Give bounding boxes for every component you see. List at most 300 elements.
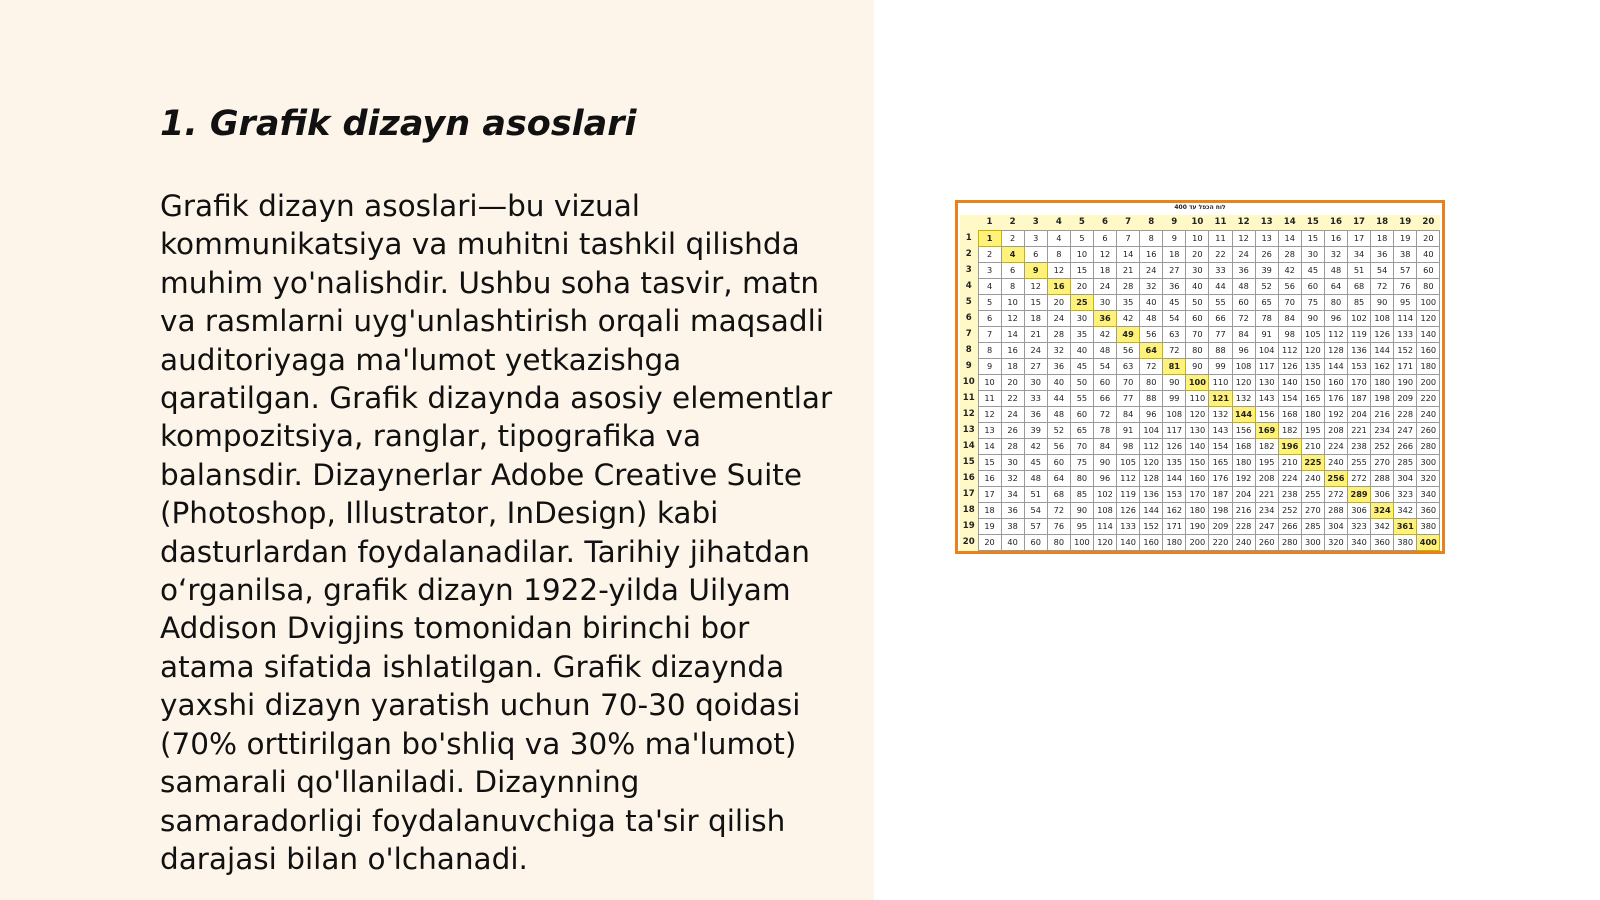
- table-cell: 91: [1255, 327, 1278, 343]
- table-cell: 48: [1232, 279, 1255, 295]
- table-row: [960, 391, 1440, 407]
- table-cell: 180: [1371, 375, 1394, 391]
- table-cell: 8: [1001, 279, 1024, 295]
- table-cell: 153: [1348, 359, 1371, 375]
- table-cell: 36: [1047, 359, 1070, 375]
- table-cell: 30: [1024, 375, 1047, 391]
- table-cell: 22: [1209, 247, 1232, 263]
- table-cell: 84: [1093, 439, 1116, 455]
- table-cell: 60: [1024, 535, 1047, 551]
- table-cell: 12: [978, 407, 1001, 423]
- table-cell: 95: [1394, 295, 1417, 311]
- row-header: 13: [960, 423, 978, 439]
- table-cell: 133: [1117, 519, 1140, 535]
- table-cell: 300: [1301, 535, 1324, 551]
- table-cell: 88: [1140, 391, 1163, 407]
- table-cell: 260: [1417, 423, 1440, 439]
- table-cell: 120: [1093, 535, 1116, 551]
- table-cell: 126: [1371, 327, 1394, 343]
- table-cell: 99: [1209, 359, 1232, 375]
- row-header: 8: [960, 343, 978, 359]
- table-cell: 45: [1163, 295, 1186, 311]
- table-cell: 224: [1324, 439, 1347, 455]
- column-header: 13: [1255, 215, 1278, 231]
- table-cell: 32: [1324, 247, 1347, 263]
- table-cell: 18: [1163, 247, 1186, 263]
- table-row: [960, 471, 1440, 487]
- table-cell: 40: [1001, 535, 1024, 551]
- table-cell: 340: [1417, 487, 1440, 503]
- table-cell: 36: [1163, 279, 1186, 295]
- table-cell: 9: [978, 359, 1001, 375]
- column-header: 2: [1001, 215, 1024, 231]
- table-cell: 170: [1348, 375, 1371, 391]
- table-cell: 216: [1232, 503, 1255, 519]
- table-cell: 136: [1140, 487, 1163, 503]
- table-cell: 187: [1348, 391, 1371, 407]
- table-cell: 15: [1301, 231, 1324, 247]
- table-cell: 187: [1209, 487, 1232, 503]
- table-cell: 77: [1117, 391, 1140, 407]
- table-cell: 32: [1140, 279, 1163, 295]
- table-cell: 75: [1301, 295, 1324, 311]
- table-cell: 63: [1163, 327, 1186, 343]
- table-cell: 20: [1417, 231, 1440, 247]
- table-cell: 247: [1255, 519, 1278, 535]
- table-cell: 10: [1001, 295, 1024, 311]
- table-cell: 216: [1371, 407, 1394, 423]
- multiplication-table-image: [955, 200, 1445, 554]
- column-header: 17: [1348, 215, 1371, 231]
- table-cell: 20: [1047, 295, 1070, 311]
- table-cell: 10: [1186, 231, 1209, 247]
- table-cell: 72: [1093, 407, 1116, 423]
- table-cell: 342: [1394, 503, 1417, 519]
- table-cell: 304: [1324, 519, 1347, 535]
- table-cell: 240: [1232, 535, 1255, 551]
- table-cell: 35: [1070, 327, 1093, 343]
- table-cell: 252: [1371, 439, 1394, 455]
- table-cell: 252: [1278, 503, 1301, 519]
- table-cell: 285: [1394, 455, 1417, 471]
- row-header: 5: [960, 295, 978, 311]
- table-cell: 200: [1186, 535, 1209, 551]
- table-cell: 54: [1093, 359, 1116, 375]
- table-cell: 132: [1232, 391, 1255, 407]
- table-cell: 26: [1001, 423, 1024, 439]
- square-cell: 324: [1371, 503, 1394, 519]
- table-cell: 135: [1301, 359, 1324, 375]
- table-cell: 6: [978, 311, 1001, 327]
- table-row: [960, 375, 1440, 391]
- table-cell: 228: [1232, 519, 1255, 535]
- table-cell: 36: [1232, 263, 1255, 279]
- table-cell: 50: [1070, 375, 1093, 391]
- slide-title: 1. Grafik dizayn asoslari: [160, 104, 637, 144]
- table-cell: 24: [1024, 343, 1047, 359]
- table-cell: 51: [1348, 263, 1371, 279]
- table-cell: 84: [1232, 327, 1255, 343]
- table-cell: 119: [1348, 327, 1371, 343]
- table-cell: 60: [1186, 311, 1209, 327]
- table-cell: 195: [1301, 423, 1324, 439]
- table-row: [960, 247, 1440, 263]
- table-cell: 150: [1301, 375, 1324, 391]
- table-cell: 45: [1024, 455, 1047, 471]
- table-cell: 160: [1186, 471, 1209, 487]
- table-cell: 152: [1394, 343, 1417, 359]
- table-row: [960, 407, 1440, 423]
- table-cell: 180: [1186, 503, 1209, 519]
- table-cell: 96: [1232, 343, 1255, 359]
- table-cell: 320: [1324, 535, 1347, 551]
- table-cell: 72: [1163, 343, 1186, 359]
- table-cell: 280: [1278, 535, 1301, 551]
- table-cell: 19: [1394, 231, 1417, 247]
- table-cell: 2: [1001, 231, 1024, 247]
- table-cell: 65: [1070, 423, 1093, 439]
- table-cell: 4: [978, 279, 1001, 295]
- table-cell: 192: [1324, 407, 1347, 423]
- table-cell: 30: [1093, 295, 1116, 311]
- table-cell: 208: [1324, 423, 1347, 439]
- table-cell: 3: [978, 263, 1001, 279]
- table-cell: 11: [1209, 231, 1232, 247]
- table-cell: 104: [1255, 343, 1278, 359]
- table-cell: 24: [1093, 279, 1116, 295]
- table-cell: 209: [1394, 391, 1417, 407]
- row-header: 12: [960, 407, 978, 423]
- table-cell: 36: [1371, 247, 1394, 263]
- table-cell: 340: [1348, 535, 1371, 551]
- row-header: 1: [960, 231, 978, 247]
- row-header: 14: [960, 439, 978, 455]
- table-cell: 112: [1117, 471, 1140, 487]
- table-cell: 165: [1209, 455, 1232, 471]
- table-cell: 57: [1394, 263, 1417, 279]
- square-cell: 256: [1324, 471, 1347, 487]
- table-cell: 288: [1324, 503, 1347, 519]
- table-cell: 16: [978, 471, 1001, 487]
- multiplication-table: [960, 215, 1440, 551]
- table-cell: 90: [1301, 311, 1324, 327]
- table-cell: 30: [1186, 263, 1209, 279]
- square-cell: 36: [1093, 311, 1116, 327]
- column-header: 20: [1417, 215, 1440, 231]
- table-cell: 6: [1093, 231, 1116, 247]
- table-cell: 57: [1024, 519, 1047, 535]
- table-cell: 320: [1417, 471, 1440, 487]
- table-cell: 66: [1093, 391, 1116, 407]
- table-cell: 72: [1140, 359, 1163, 375]
- table-row: [960, 311, 1440, 327]
- table-cell: 112: [1324, 327, 1347, 343]
- table-cell: 162: [1371, 359, 1394, 375]
- column-header: 19: [1394, 215, 1417, 231]
- table-cell: 78: [1093, 423, 1116, 439]
- square-cell: 144: [1232, 407, 1255, 423]
- table-cell: 110: [1209, 375, 1232, 391]
- table-cell: 114: [1394, 311, 1417, 327]
- table-cell: 195: [1255, 455, 1278, 471]
- table-cell: 300: [1417, 455, 1440, 471]
- table-cell: 304: [1394, 471, 1417, 487]
- table-cell: 13: [1255, 231, 1278, 247]
- table-cell: 380: [1417, 519, 1440, 535]
- table-cell: 64: [1047, 471, 1070, 487]
- row-header: 4: [960, 279, 978, 295]
- table-cell: 54: [1163, 311, 1186, 327]
- table-cell: 56: [1047, 439, 1070, 455]
- table-cell: 18: [1001, 359, 1024, 375]
- table-cell: 30: [1070, 311, 1093, 327]
- table-cell: 10: [1070, 247, 1093, 263]
- table-cell: 272: [1324, 487, 1347, 503]
- table-cell: 24: [1232, 247, 1255, 263]
- table-cell: 56: [1117, 343, 1140, 359]
- table-cell: 360: [1371, 535, 1394, 551]
- table-cell: 204: [1232, 487, 1255, 503]
- table-cell: 24: [1140, 263, 1163, 279]
- table-cell: 18: [978, 503, 1001, 519]
- table-cell: 150: [1186, 455, 1209, 471]
- table-cell: 18: [1024, 311, 1047, 327]
- table-cell: 21: [1024, 327, 1047, 343]
- table-cell: 12: [1001, 311, 1024, 327]
- table-cell: 35: [1117, 295, 1140, 311]
- table-row: [960, 535, 1440, 551]
- table-cell: 140: [1186, 439, 1209, 455]
- table-cell: 285: [1301, 519, 1324, 535]
- table-cell: 96: [1324, 311, 1347, 327]
- table-cell: 33: [1209, 263, 1232, 279]
- table-cell: 80: [1070, 471, 1093, 487]
- table-cell: 72: [1232, 311, 1255, 327]
- table-cell: 72: [1047, 503, 1070, 519]
- square-cell: 169: [1255, 423, 1278, 439]
- table-cell: 15: [1024, 295, 1047, 311]
- table-cell: 16: [1001, 343, 1024, 359]
- table-cell: 6: [1024, 247, 1047, 263]
- table-cell: 39: [1024, 423, 1047, 439]
- table-row: [960, 295, 1440, 311]
- table-cell: 22: [1001, 391, 1024, 407]
- table-cell: 84: [1278, 311, 1301, 327]
- table-cell: 80: [1186, 343, 1209, 359]
- table-row: [960, 343, 1440, 359]
- table-cell: 126: [1117, 503, 1140, 519]
- table-cell: 48: [1324, 263, 1347, 279]
- table-cell: 108: [1232, 359, 1255, 375]
- table-cell: 17: [1348, 231, 1371, 247]
- table-cell: 119: [1117, 487, 1140, 503]
- table-cell: 80: [1140, 375, 1163, 391]
- row-header: 19: [960, 519, 978, 535]
- table-cell: 36: [1001, 503, 1024, 519]
- table-cell: 9: [1163, 231, 1186, 247]
- square-cell: 100: [1186, 375, 1209, 391]
- table-cell: 323: [1394, 487, 1417, 503]
- table-cell: 168: [1278, 407, 1301, 423]
- table-cell: 21: [1117, 263, 1140, 279]
- table-cell: 128: [1140, 471, 1163, 487]
- table-cell: 240: [1301, 471, 1324, 487]
- table-cell: 176: [1209, 471, 1232, 487]
- slide-body-text: Grafik dizayn asoslari—bu vizual kommunikatsiya va muhitni tashkil qilishda muhim yo'nalishdir. Ushbu soha tasvir, matn va rasmlarni uyg'unlashtirish orqali maqsadli auditoriyaga ma'lumot yetkazishga qaratilgan. Grafik dizaynda asosiy elementlar kompozitsiya, ranglar, tipografika va balansdir. Dizaynerlar Adobe Creative Suite (Photoshop, Illustrator, InDesign) kabi dasturlardan foydalanadilar. Tarihiy jihatdan oʻrganilsa, grafik dizayn 1922-yilda Uilyam Addison Dvigjins tomonidan birinchi bor atama sifatida ishlatilgan. Grafik dizaynda yaxshi dizayn yaratish uchun 70-30 qoidasi (70% orttirilgan bo'shliq va 30% ma'lumot) samarali qo'llaniladi. Dizaynning samaradorligi foydalanuvchiga ta'sir qilish darajasi bilan o'lchanadi.: [160, 189, 833, 876]
- table-cell: 20: [1186, 247, 1209, 263]
- table-cell: 80: [1324, 295, 1347, 311]
- table-cell: 234: [1371, 423, 1394, 439]
- table-cell: 2: [978, 247, 1001, 263]
- table-cell: 40: [1186, 279, 1209, 295]
- table-cell: 40: [1140, 295, 1163, 311]
- table-cell: 72: [1371, 279, 1394, 295]
- table-cell: 260: [1255, 535, 1278, 551]
- column-header: 5: [1070, 215, 1093, 231]
- table-cell: 152: [1140, 519, 1163, 535]
- table-cell: 144: [1371, 343, 1394, 359]
- column-header: 14: [1278, 215, 1301, 231]
- table-cell: 88: [1209, 343, 1232, 359]
- table-cell: 14: [1278, 231, 1301, 247]
- table-cell: 42: [1024, 439, 1047, 455]
- table-cell: 100: [1417, 295, 1440, 311]
- row-header: 11: [960, 391, 978, 407]
- square-cell: 225: [1301, 455, 1324, 471]
- table-cell: 8: [1047, 247, 1070, 263]
- table-cell: 26: [1255, 247, 1278, 263]
- table-row: [960, 439, 1440, 455]
- row-header: 6: [960, 311, 978, 327]
- table-cell: 255: [1301, 487, 1324, 503]
- table-cell: 80: [1047, 535, 1070, 551]
- table-cell: 44: [1047, 391, 1070, 407]
- table-cell: 209: [1209, 519, 1232, 535]
- table-cell: 144: [1324, 359, 1347, 375]
- square-cell: 121: [1209, 391, 1232, 407]
- table-cell: 78: [1255, 311, 1278, 327]
- table-cell: 198: [1371, 391, 1394, 407]
- table-cell: 247: [1394, 423, 1417, 439]
- column-header: 1: [978, 215, 1001, 231]
- table-cell: 266: [1278, 519, 1301, 535]
- table-row: [960, 231, 1440, 247]
- table-cell: 90: [1371, 295, 1394, 311]
- table-cell: 60: [1070, 407, 1093, 423]
- table-cell: 60: [1417, 263, 1440, 279]
- table-cell: 56: [1278, 279, 1301, 295]
- table-cell: 10: [978, 375, 1001, 391]
- table-cell: 198: [1209, 503, 1232, 519]
- table-cell: 154: [1209, 439, 1232, 455]
- table-cell: 210: [1301, 439, 1324, 455]
- table-cell: 77: [1209, 327, 1232, 343]
- table-cell: 224: [1278, 471, 1301, 487]
- table-cell: 120: [1186, 407, 1209, 423]
- table-cell: 90: [1186, 359, 1209, 375]
- table-cell: 17: [978, 487, 1001, 503]
- table-cell: 105: [1117, 455, 1140, 471]
- row-header: 10: [960, 375, 978, 391]
- table-cell: 18: [1371, 231, 1394, 247]
- table-cell: 6: [1001, 263, 1024, 279]
- table-cell: 117: [1163, 423, 1186, 439]
- table-cell: 171: [1163, 519, 1186, 535]
- table-cell: 140: [1417, 327, 1440, 343]
- table-cell: 176: [1324, 391, 1347, 407]
- table-cell: 98: [1117, 439, 1140, 455]
- table-cell: 54: [1371, 263, 1394, 279]
- table-cell: 95: [1070, 519, 1093, 535]
- table-cell: 45: [1070, 359, 1093, 375]
- table-cell: 54: [1024, 503, 1047, 519]
- row-header: 2: [960, 247, 978, 263]
- table-cell: 5: [978, 295, 1001, 311]
- column-header: 12: [1232, 215, 1255, 231]
- table-cell: 255: [1348, 455, 1371, 471]
- table-cell: 170: [1186, 487, 1209, 503]
- table-cell: 140: [1278, 375, 1301, 391]
- table-row: [960, 519, 1440, 535]
- table-cell: 14: [1117, 247, 1140, 263]
- column-header: 15: [1301, 215, 1324, 231]
- table-cell: 182: [1255, 439, 1278, 455]
- table-cell: 12: [1024, 279, 1047, 295]
- table-cell: 144: [1163, 471, 1186, 487]
- table-cell: 144: [1140, 503, 1163, 519]
- square-cell: 4: [1001, 247, 1024, 263]
- table-cell: 18: [1093, 263, 1116, 279]
- table-cell: 156: [1255, 407, 1278, 423]
- table-cell: 210: [1278, 455, 1301, 471]
- table-cell: 70: [1117, 375, 1140, 391]
- table-cell: 160: [1324, 375, 1347, 391]
- row-header: 7: [960, 327, 978, 343]
- table-cell: 91: [1117, 423, 1140, 439]
- table-cell: 130: [1255, 375, 1278, 391]
- square-cell: 196: [1278, 439, 1301, 455]
- column-header: 6: [1093, 215, 1116, 231]
- table-cell: 60: [1047, 455, 1070, 471]
- table-cell: 132: [1209, 407, 1232, 423]
- table-cell: 42: [1093, 327, 1116, 343]
- table-row: [960, 263, 1440, 279]
- table-cell: 200: [1417, 375, 1440, 391]
- table-cell: 30: [1301, 247, 1324, 263]
- table-cell: 40: [1047, 375, 1070, 391]
- table-cell: 3: [1024, 231, 1047, 247]
- table-cell: 380: [1394, 535, 1417, 551]
- table-cell: 60: [1232, 295, 1255, 311]
- table-cell: 108: [1163, 407, 1186, 423]
- table-cell: 120: [1301, 343, 1324, 359]
- row-header: 3: [960, 263, 978, 279]
- table-cell: 190: [1394, 375, 1417, 391]
- table-cell: 36: [1024, 407, 1047, 423]
- table-cell: 28: [1278, 247, 1301, 263]
- table-cell: 128: [1324, 343, 1347, 359]
- column-header: 16: [1324, 215, 1347, 231]
- table-cell: 270: [1301, 503, 1324, 519]
- table-cell: 63: [1117, 359, 1140, 375]
- column-header: 8: [1140, 215, 1163, 231]
- table-cell: 180: [1417, 359, 1440, 375]
- table-cell: 266: [1394, 439, 1417, 455]
- row-header: 16: [960, 471, 978, 487]
- column-header: 10: [1186, 215, 1209, 231]
- table-cell: 136: [1348, 343, 1371, 359]
- column-header: 9: [1163, 215, 1186, 231]
